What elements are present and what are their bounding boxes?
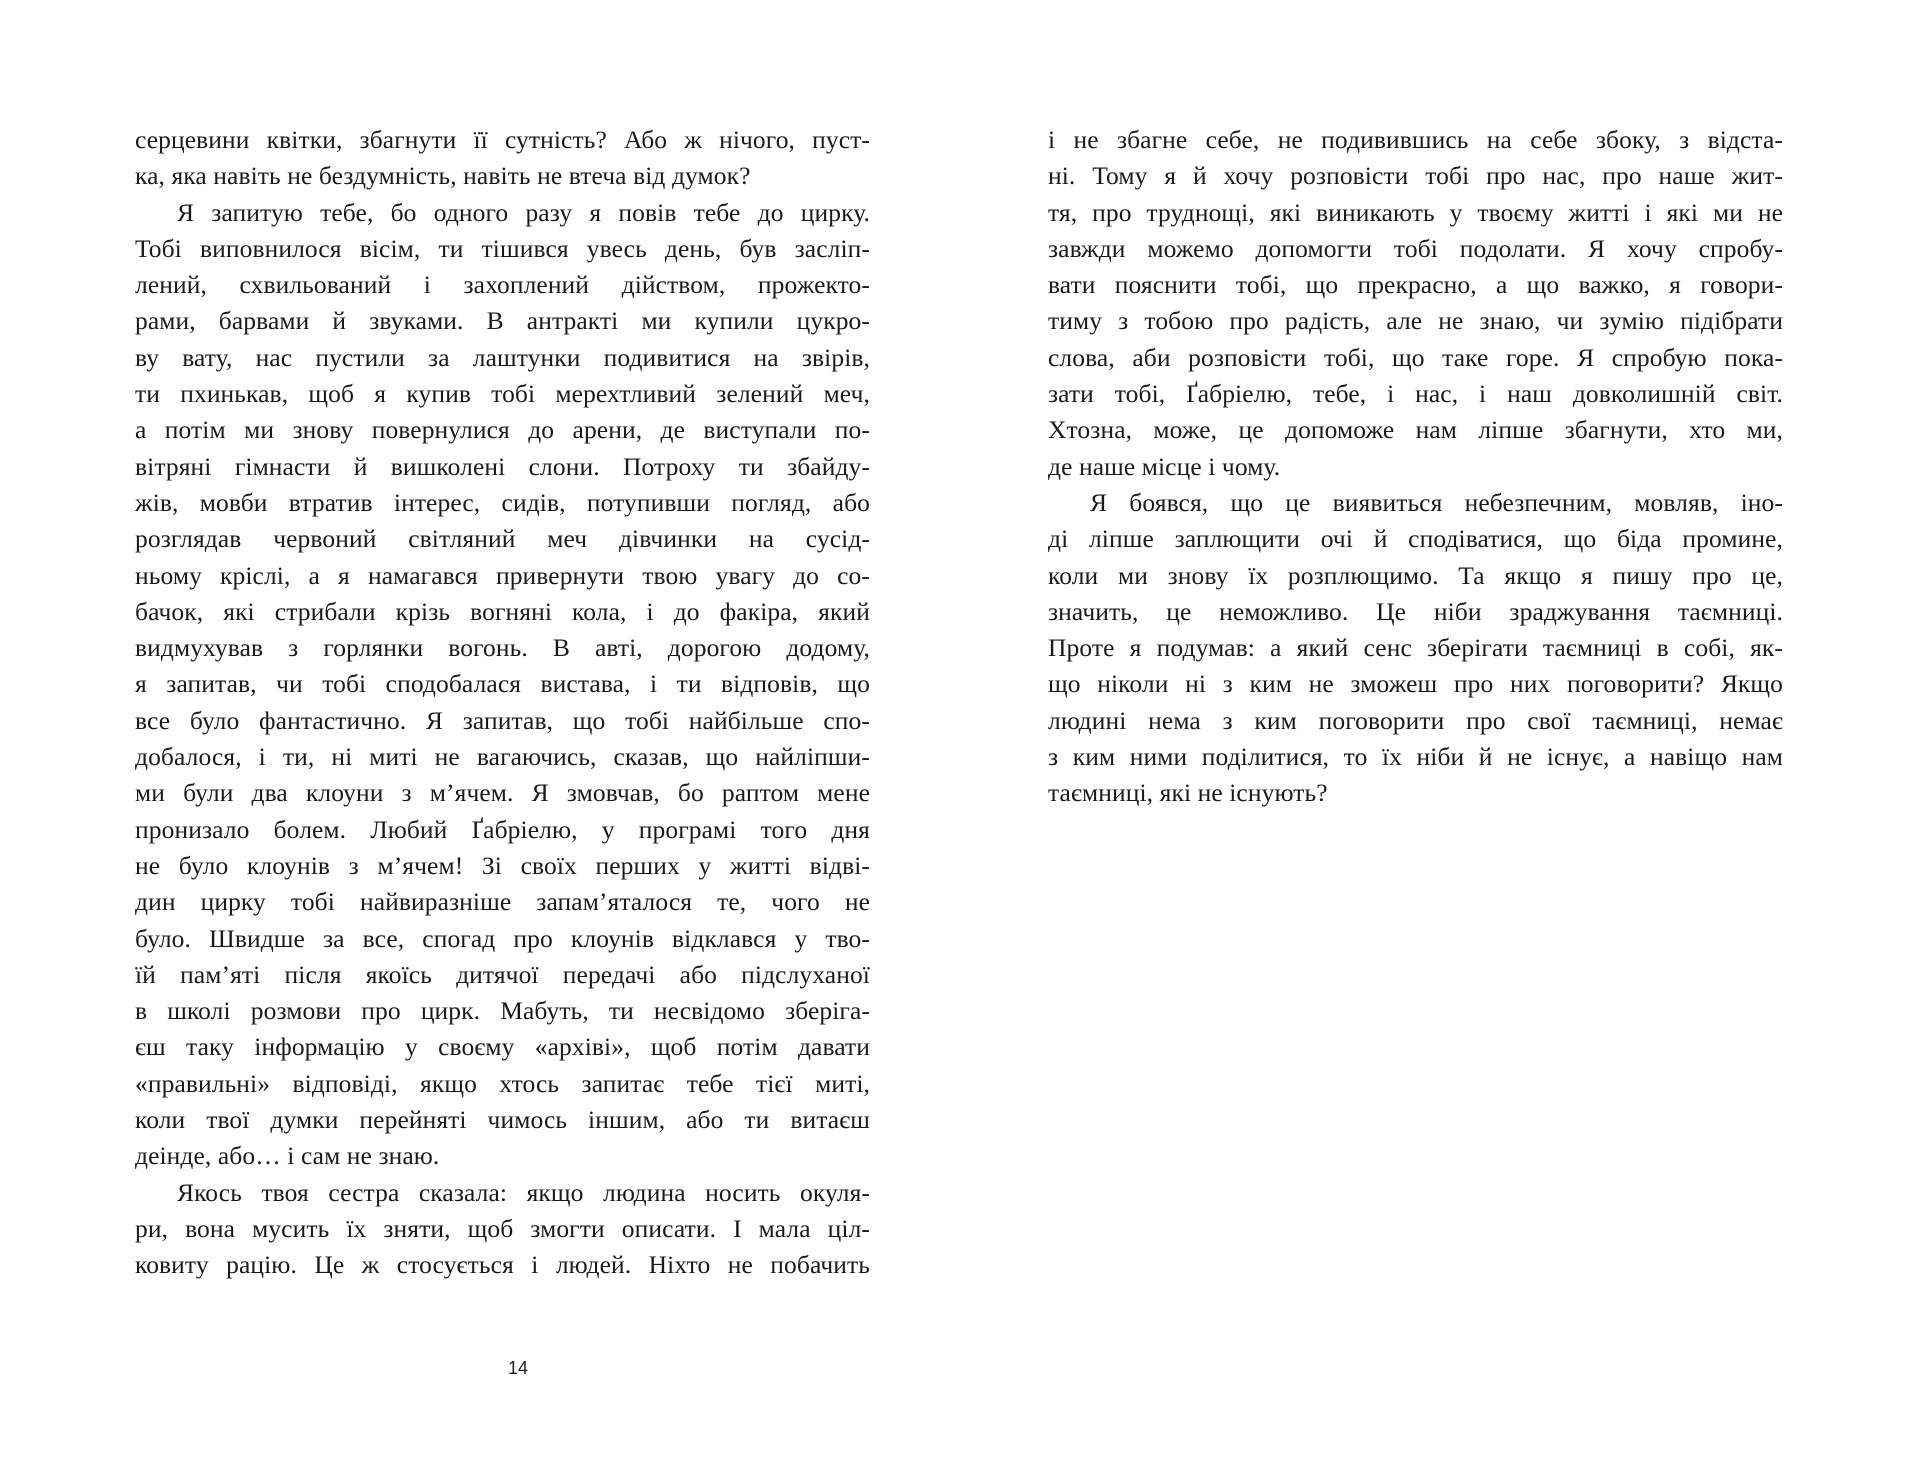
text-line: добалося, і ти, ні миті не вагаючись, сказав, що найліпши-: [135, 742, 870, 772]
text-line: розглядав червоний світляний меч дівчинки на сусід-: [135, 524, 870, 554]
text-line: ні. Тому я й хочу розповісти тобі про нас, про наше жит-: [1048, 161, 1783, 191]
text-line: рами, барвами й звуками. В антракті ми купили цукро-: [135, 306, 870, 336]
text-line: деінде, або… і сам не знаю.: [135, 1141, 440, 1171]
text-line: слова, аби розповісти тобі, що таке горе. Я спробую пока-: [1048, 342, 1783, 372]
text-line: ти пхинькав, щоб я купив тобі мерехтливий зелений меч,: [135, 379, 870, 409]
text-line: тиму з тобою про радість, але не знаю, чи зумію підібрати: [1048, 306, 1783, 336]
text-line: завжди можемо допомогти тобі подолати. Я хочу спробу-: [1048, 233, 1783, 263]
text-line: видмухував з горлянки вогонь. В авті, дорогою додому,: [135, 633, 870, 663]
text-line: бачок, які стрибали крізь вогняні кола, і до факіра, який: [135, 596, 870, 626]
text-line: де наше місце і чому.: [1048, 451, 1281, 481]
page-number: 14: [507, 1358, 529, 1378]
left-page: [135, 122, 870, 1284]
text-line: ми були два клоуни з м’ячем. Я змовчав, бо раптом мене: [135, 778, 870, 808]
text-line: серцевини квітки, збагнути її сутність? Або ж нічого, пуст-: [135, 125, 870, 154]
text-line: ньому кріслі, а я намагався привернути твою увагу до со-: [135, 560, 870, 590]
text-line: пронизало болем. Любий Ґабріелю, у програмі того дня: [135, 814, 870, 844]
right-page: [1048, 122, 1783, 812]
text-line: Якось твоя сестра сказала: якщо людина носить окуля-: [177, 1177, 870, 1207]
text-line: в школі розмови про цирк. Мабуть, ти несвідомо зберіга-: [135, 996, 870, 1026]
text-line: а потім ми знову повернулися до арени, де виступали по-: [135, 415, 870, 445]
text-line: Проте я подумав: а який сенс зберігати таємниці в собі, як-: [1048, 633, 1783, 663]
text-line: що ніколи ні з ким не зможеш про них поговорити? Якщо: [1048, 669, 1783, 699]
text-line: ка, яка навіть не бездумність, навіть не втеча від думок?: [135, 161, 751, 191]
text-line: було. Швидше за все, спогад про клоунів відклався у тво-: [135, 923, 870, 953]
text-line: не було клоунів з м’ячем! Зі своїх перших у житті відві-: [135, 850, 870, 880]
text-line: зати тобі, Ґабріелю, тебе, і нас, і наш довколишній світ.: [1048, 379, 1783, 409]
text-line: ді ліпше заплющити очі й сподіватися, що біда промине,: [1048, 524, 1783, 554]
text-line: ковиту рацію. Це ж стосується і людей. Ніхто не побачить: [135, 1250, 870, 1280]
text-line: Хтозна, може, це допоможе нам ліпше збагнути, хто ми,: [1048, 415, 1783, 445]
text-line: і не збагне себе, не подивившись на себе збоку, з відста-: [1048, 125, 1783, 154]
text-line: єш таку інформацію у своєму «архіві», щоб потім давати: [135, 1032, 870, 1062]
text-line: жів, мовби втратив інтерес, сидів, потупивши погляд, або: [135, 487, 870, 517]
text-line: людині нема з ким поговорити про свої таємниці, немає: [1048, 705, 1783, 735]
text-line: їй пам’яті після якоїсь дитячої передачі або підслуханої: [135, 959, 870, 989]
text-line: ри, вона мусить їх зняти, щоб змогти описати. І мала ціл-: [135, 1213, 870, 1243]
text-line: лений, схвильований і захоплений дійством, прожекто-: [135, 270, 870, 300]
text-line: Я боявся, що це виявиться небезпечним, мовляв, іно-: [1090, 487, 1783, 517]
text-line: таємниці, які не існують?: [1048, 778, 1328, 808]
text-line: тя, про труднощі, які виникають у твоєму житті і які ми не: [1048, 197, 1783, 227]
text-line: вати пояснити тобі, що прекрасно, а що важко, я говори-: [1048, 270, 1783, 300]
text-line: я запитав, чи тобі сподобалася вистава, і ти відповів, що: [135, 669, 870, 699]
text-line: «правильні» відповіді, якщо хтось запитає тебе тієї миті,: [135, 1068, 870, 1098]
text-line: ву вату, нас пустили за лаштунки подивитися на звірів,: [135, 342, 870, 372]
text-line: все було фантастично. Я запитав, що тобі найбільше спо-: [135, 705, 870, 735]
text-line: коли твої думки перейняті чимось іншим, або ти витаєш: [135, 1105, 870, 1135]
text-line: Тобі виповнилося вісім, ти тішився увесь день, був засліп-: [135, 233, 870, 263]
text-line: з ким ними поділитися, то їх ніби й не існує, а навіщо нам: [1048, 742, 1783, 772]
text-line: дин цирку тобі найвиразніше запам’яталося те, чого не: [135, 887, 870, 917]
text-line: Я запитую тебе, бо одного разу я повів тебе до цирку.: [177, 197, 870, 227]
text-line: коли ми знову їх розплющимо. Та якщо я пишу про це,: [1048, 560, 1783, 590]
text-line: значить, це неможливо. Це ніби зраджування таємниці.: [1048, 596, 1783, 626]
text-line: вітряні гімнасти й вишколені слони. Потроху ти збайду-: [135, 451, 870, 481]
